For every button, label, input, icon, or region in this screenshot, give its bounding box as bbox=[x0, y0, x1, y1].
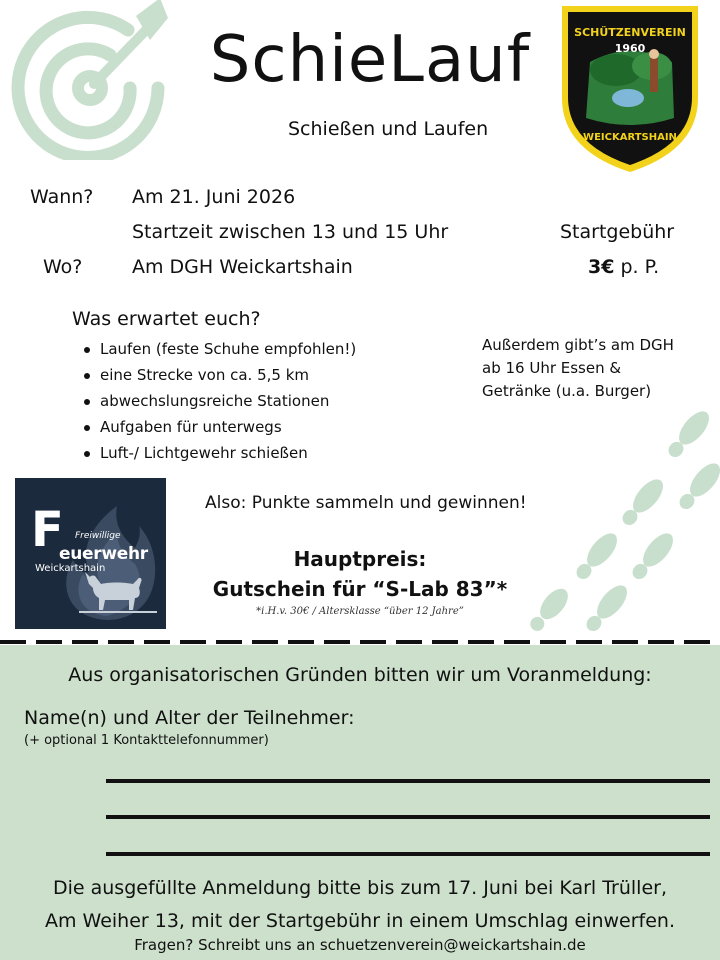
food-info bbox=[482, 334, 712, 403]
expectations-heading: Was erwartet euch? bbox=[72, 308, 261, 330]
event-location: Am DGH Weickartshain bbox=[132, 256, 353, 278]
registration-deadline-line: Am Weiher 13, mit der Startgebühr in einem Umschlag einwerfen. bbox=[44, 910, 675, 932]
fee-label: Startgebühr bbox=[560, 221, 675, 243]
list-item: eine Strecke von ca. 5,5 km bbox=[82, 362, 356, 388]
optional-phone-note: (+ optional 1 Kontakttelefonnummer) bbox=[24, 733, 269, 748]
where-label: Wo? bbox=[43, 256, 83, 278]
fee-value bbox=[588, 258, 659, 277]
main-prize bbox=[200, 544, 520, 604]
fee-amount: 3€ bbox=[588, 256, 615, 278]
food-info-line: ab 16 Uhr Essen & bbox=[482, 359, 622, 377]
list-item: Laufen (feste Schuhe empfohlen!) bbox=[82, 336, 356, 362]
event-date: Am 21. Juni 2026 bbox=[132, 186, 296, 208]
club-emblem bbox=[556, 0, 704, 174]
when-label: Wann? bbox=[30, 186, 94, 208]
footprints-icon bbox=[530, 400, 720, 640]
fire-department-place: Weickartshain bbox=[35, 563, 106, 574]
fire-department-name: euerwehr bbox=[59, 544, 148, 564]
main-prize-voucher: Gutschein für “S-Lab 83”* bbox=[212, 577, 508, 601]
write-in-line[interactable] bbox=[106, 779, 710, 783]
list-item: Aufgaben für unterwegs bbox=[82, 414, 356, 440]
dashed-separator bbox=[0, 640, 720, 644]
participants-label: Name(n) und Alter der Teilnehmer: bbox=[24, 707, 355, 729]
donkey-icon bbox=[79, 570, 157, 614]
svg-text:WEICKARTSHAIN: WEICKARTSHAIN bbox=[583, 132, 677, 143]
fire-department-logo bbox=[15, 478, 166, 629]
arrow-icon bbox=[94, 0, 174, 84]
svg-text:SCHÜTZENVEREIN: SCHÜTZENVEREIN bbox=[574, 26, 686, 39]
write-in-line[interactable] bbox=[106, 815, 710, 819]
registration-deadline-line: Die ausgefüllte Anmeldung bitte bis zum 17. Juni bei Karl Trüller, bbox=[52, 877, 667, 899]
main-prize-label: Hauptpreis: bbox=[293, 547, 427, 571]
page-title: SchieLauf bbox=[209, 23, 531, 97]
target-icon bbox=[8, 0, 178, 160]
food-info-line: Außerdem gibt’s am DGH bbox=[482, 336, 674, 354]
list-item: abwechslungsreiche Stationen bbox=[82, 388, 356, 414]
write-in-line[interactable] bbox=[106, 852, 710, 856]
expectations-list bbox=[82, 336, 356, 466]
prize-footnote: *i.H.v. 30€ / Altersklasse “über 12 Jahre” bbox=[256, 606, 464, 617]
start-time: Startzeit zwischen 13 und 15 Uhr bbox=[132, 221, 449, 243]
fee-unit: p. P. bbox=[614, 256, 660, 278]
page-subtitle: Schießen und Laufen bbox=[288, 118, 489, 140]
collect-points-text: Also: Punkte sammeln und gewinnen! bbox=[205, 493, 527, 513]
registration-deadline bbox=[0, 872, 720, 938]
food-info-line: Getränke (u.a. Burger) bbox=[482, 382, 652, 400]
list-item: Luft-/ Lichtgewehr schießen bbox=[82, 440, 356, 466]
fire-department-freiwillige: Freiwillige bbox=[75, 531, 121, 541]
registration-intro: Aus organisatorischen Gründen bitten wir um Voranmeldung: bbox=[68, 664, 652, 686]
fire-department-initial: F bbox=[31, 502, 64, 558]
svg-text:1960: 1960 bbox=[614, 42, 646, 55]
contact-email-text: Fragen? Schreibt uns an schuetzenverein@weickartshain.de bbox=[134, 936, 586, 954]
